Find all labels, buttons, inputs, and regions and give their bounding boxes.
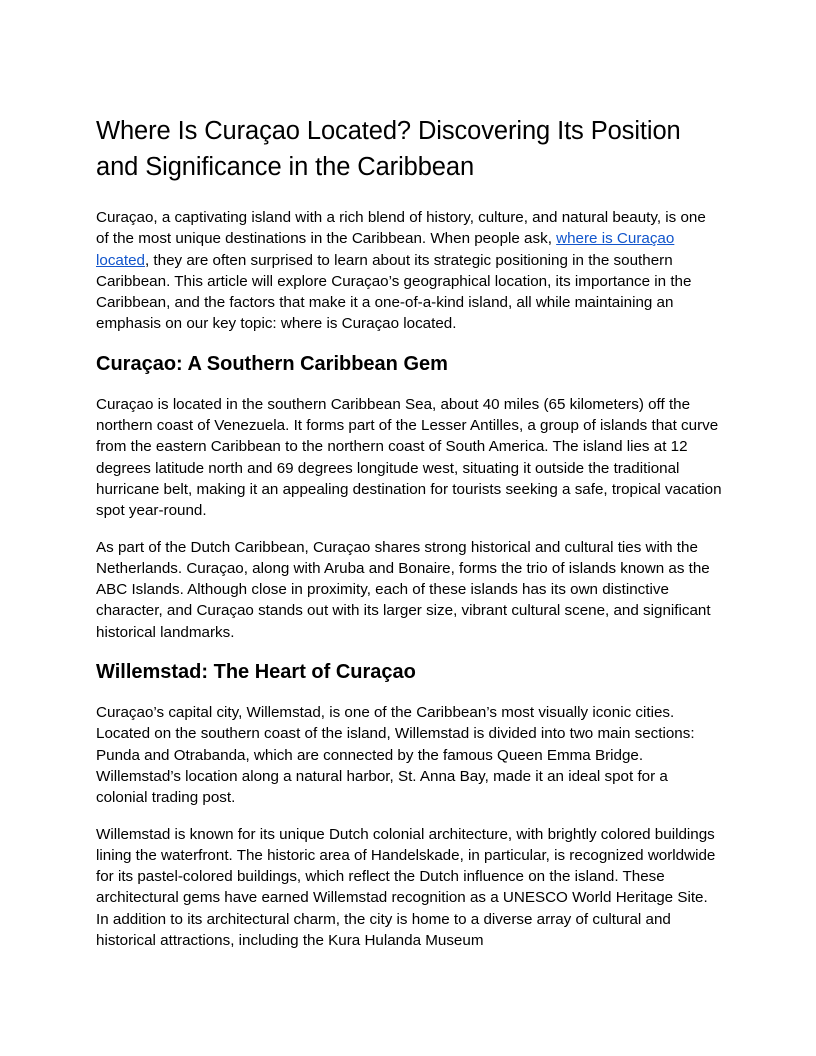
document-title: Where Is Curaçao Located? Discovering Its Position and Significance in the Caribbean bbox=[96, 117, 681, 181]
where-is-curacao-located-link[interactable]: where is Curaçao located bbox=[96, 230, 675, 269]
section-heading-willemstad: Willemstad: The Heart of Curaçao bbox=[96, 661, 416, 684]
section-2-paragraph-2: Willemstad is known for its unique Dutch colonial architecture, with brightly colored buildings lining the waterfront. The historic area of Handelskade, in particular, is recognized worldwide for its pastel-colored buildings, which reflect the Dutch influence on the island. These architectural gems have earned Willemstad recognition as a UNESCO World Heritage Site. In addition to its architectural charm, the city is home to a diverse array of cultural and historical attractions, including the Kura Hulanda Museum bbox=[96, 825, 716, 950]
intro-text-before-link: Curaçao, a captivating island with a rich blend of history, culture, and natural beauty, is one of the most unique destinations in the Caribbean. When people ask, bbox=[96, 209, 706, 248]
intro-paragraph bbox=[96, 207, 722, 335]
section-2-paragraph-1: Curaçao’s capital city, Willemstad, is one of the Caribbean’s most visually iconic cities. Located on the southern coast of the island, Willemstad is divided into two main sections: Punda and Otrabanda, which are connected by the famous Queen Emma Bridge. Willemstad’s location along a natural harbor, St. Anna Bay, made it an ideal spot for a colonial trading post. bbox=[96, 704, 695, 807]
intro-text-after-link: , they are often surprised to learn about its strategic positioning in the southern Caribbean. This article will explore Curaçao’s geographical location, its importance in the Caribbean, and the factors that make it a one-of-a-kind island, all while maintaining an emphasis on our key topic: where is Curaçao located. bbox=[96, 251, 692, 333]
section-1-paragraph-2: As part of the Dutch Caribbean, Curaçao shares strong historical and cultural ties with the Netherlands. Curaçao, along with Aruba and Bonaire, forms the trio of islands known as the ABC Islands. Although close in proximity, each of these islands has its own distinctive character, and Curaçao stands out with its larger size, vibrant cultural scene, and significant historical landmarks. bbox=[96, 538, 711, 641]
document-page bbox=[96, 113, 722, 966]
section-1-paragraph-1: Curaçao is located in the southern Caribbean Sea, about 40 miles (65 kilometers) off the northern coast of Venezuela. It forms part of the Lesser Antilles, a group of islands that curve from the eastern Caribbean to the northern coast of South America. The island lies at 12 degrees latitude north and 69 degrees longitude west, situating it outside the traditional hurricane belt, making it an appealing destination for tourists seeking a safe, tropical vacation spot year-round. bbox=[96, 395, 722, 520]
section-heading-southern-caribbean-gem: Curaçao: A Southern Caribbean Gem bbox=[96, 352, 448, 375]
